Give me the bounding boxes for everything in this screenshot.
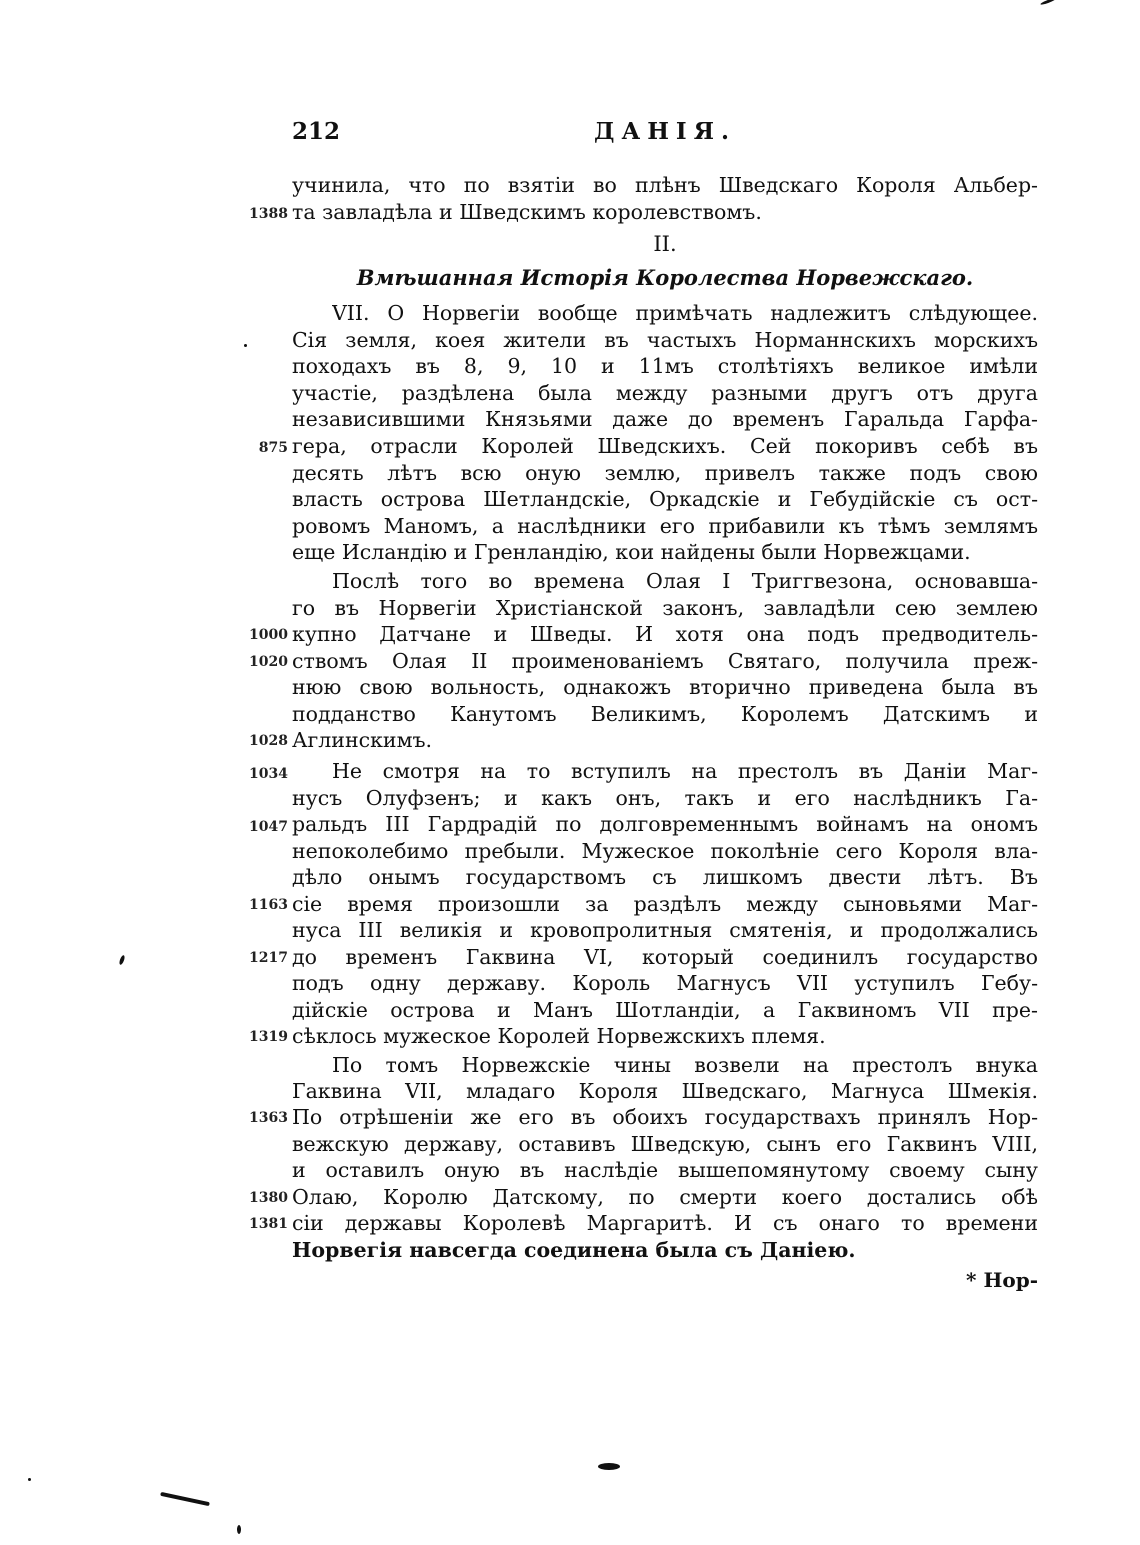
text-line: ровомъ Маномъ, а наслѣдники его прибавили къ тѣмъ землямъ [292,514,1038,538]
text-line: дійскіе острова и Манъ Шотландіи, а Гаквиномъ VII пре- [292,998,1038,1022]
margin-year: 1000 [249,627,288,643]
text-line: учинила, что по взятіи во плѣнъ Шведскаго Короля Альбер- [292,173,1038,197]
text-line: непоколебимо пребыли. Мужеское поколѣніе сего Короля вла- [292,839,1038,863]
margin-year: 1388 [249,206,288,222]
text-line: и оставилъ оную въ наслѣдіе вышепомянутому своему сыну [292,1158,1038,1182]
text-line: Аглинскимъ. [292,728,433,752]
scan-mark [244,344,247,347]
text-line: независившими Князьями даже до временъ Гаральда Гарфа- [292,407,1038,431]
text-line: подъ одну державу. Король Магнусъ VII уступилъ Гебу- [292,971,1038,995]
text-line: нюю свою вольность, однакожъ вторично приведена была въ [292,675,1038,699]
scan-mark [237,1525,241,1534]
margin-year: 875 [258,440,288,456]
margin-year: 1034 [249,766,288,782]
section-title: Вмѣшанная Исторія Королества Норвежскаго. [356,265,974,290]
margin-year: 1163 [249,897,288,913]
scan-mark [118,955,125,966]
text-line: сѣклось мужеское Королей Норвежскихъ племя. [292,1024,826,1048]
text-line: подданство Канутомъ Великимъ, Королемъ Датскимъ и [292,702,1038,726]
text-line: дѣло онымъ государствомъ съ лишкомъ двести лѣтъ. Въ [292,865,1038,889]
text-line: десять лѣтъ всю оную землю, привелъ также подъ свою [292,461,1038,485]
text-line: походахъ въ 8, 9, 10 и 11мъ столѣтіяхъ великое имѣли [292,354,1038,378]
margin-year: 1319 [249,1029,288,1045]
text-line: сіе время произошли за раздѣлъ между сыновьями Маг- [292,892,1038,916]
text-line: вежскую державу, оставивъ Шведскую, сынъ его Гаквинъ VIII, [292,1132,1038,1156]
text-line: власть острова Шетландскіе, Оркадскіе и Гебудійскіе съ ост- [292,487,1038,511]
text-line: По томъ Норвежскіе чины возвели на престолъ внука [332,1053,1038,1077]
ink-blot [598,1463,620,1470]
scan-mark [160,1492,210,1506]
margin-year: 1380 [249,1190,288,1206]
margin-year: 1028 [249,733,288,749]
scan-mark [28,1478,31,1481]
text-line: Послѣ того во времена Олая I Триггвезона, основавша- [332,569,1038,593]
text-line: ствомъ Олая II проименованіемъ Святаго, получила преж- [292,649,1038,673]
page-header [292,118,1038,152]
text-line: ральдъ III Гардрадій по долговременнымъ войнамъ на ономъ [292,812,1038,836]
text-line: нусъ Олуфзенъ; и какъ онъ, такъ и его наслѣдникъ Га- [292,786,1038,810]
text-line: Сія земля, коея жители въ частыхъ Норманнскихъ морскихъ [292,328,1038,352]
margin-year: 1047 [249,819,288,835]
text-line: Гаквина VII, младаго Короля Шведскаго, Магнуса Шмекія. [292,1079,1038,1103]
text-line: до временъ Гаквина VI, который соединилъ государство [292,945,1038,969]
text-line: купно Датчане и Шведы. И хотя она подъ предводитель- [292,622,1038,646]
text-line: Не смотря на то вступилъ на престолъ въ Даніи Маг- [332,759,1038,783]
margin-year: 1217 [249,950,288,966]
section-number: II. [653,232,677,256]
page-number: 212 [292,118,341,145]
text-line: Норвегія навсегда соединена была съ Даніею. [292,1238,856,1262]
margin-year: 1020 [249,654,288,670]
text-line: нуса III великія и кровопролитныя смятенія, и продолжались [292,918,1038,942]
text-line: участіе, раздѣлена была между разными другъ отъ друга [292,381,1038,405]
text-line: VII. О Норвегіи вообще примѣчать надлежитъ слѣдующее. [332,301,1038,325]
margin-year: 1381 [249,1216,288,1232]
text-line: го въ Норвегіи Христіанской законъ, завладѣли сею землею [292,596,1038,620]
text-line: По отрѣшеніи же его въ обоихъ государствахъ принялъ Нор- [292,1105,1038,1129]
catchword: * Нор- [966,1268,1038,1292]
scan-mark [1040,0,1056,6]
text-line: сіи державы Королевѣ Маргаритѣ. И съ онаго то времени [292,1211,1038,1235]
text-line: еще Исландію и Гренландію, кои найдены были Норвежцами. [292,540,971,564]
text-line: та завладѣла и Шведскимъ королевствомъ. [292,200,762,224]
margin-year: 1363 [249,1110,288,1126]
text-line: гера, отрасли Королей Шведскихъ. Сей покоривъ себѣ въ [292,434,1038,458]
running-title: ДАНІЯ. [594,118,736,145]
text-line: Олаю, Королю Датскому, по смерти коего достались обѣ [292,1185,1038,1209]
